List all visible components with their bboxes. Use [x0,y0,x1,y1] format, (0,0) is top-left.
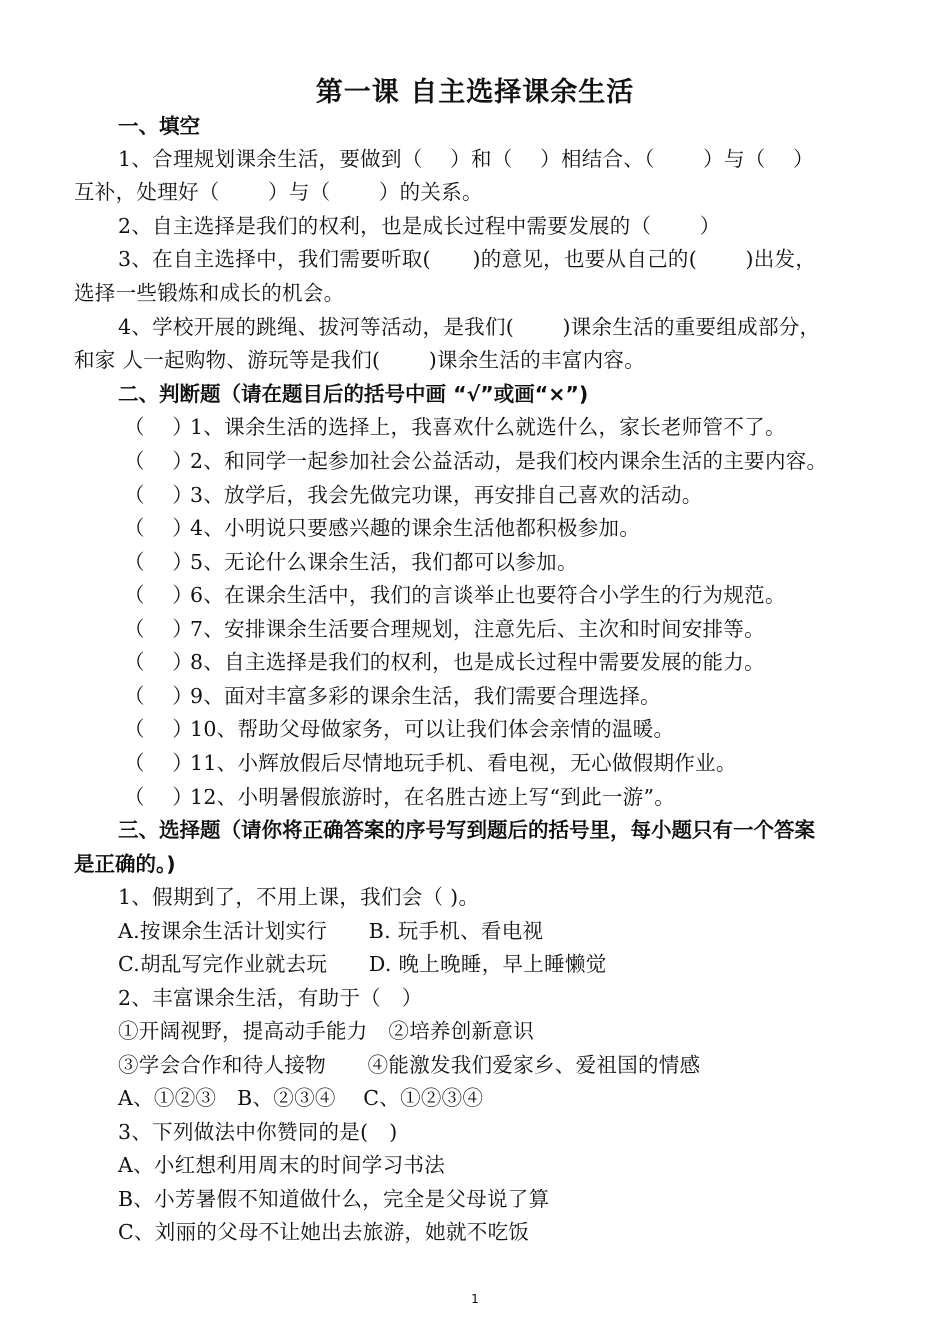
fill-q3-line1: 3、在自主选择中，我们需要听取( )的意见，也要从自己的( )出发， [118,247,817,271]
choice-q3-option-b: B、小芳暑假不知道做什么，完全是父母说了算 [118,1187,550,1211]
judge-item-text: 7、安排课余生活要合理规划，注意先后、主次和时间安排等。 [190,617,765,641]
judge-item [124,647,765,677]
fill-q1-line1: 1、合理规划课余生活，要做到（ ）和（ ）相结合、（ ）与（ ） [118,147,814,171]
answer-paren[interactable]: （ ） [124,550,194,574]
fill-q4-line1: 4、学校开展的跳绳、拔河等活动，是我们( )课余生活的重要组成部分， [118,315,821,339]
section2-heading: 二、判断题（请在题目后的括号中画 “√”或画“×”) [118,382,589,406]
judge-item-text: 10、帮助父母做家务，可以让我们体会亲情的温暖。 [190,717,675,741]
judge-item-text: 8、自主选择是我们的权利，也是成长过程中需要发展的能力。 [190,650,765,674]
judge-item [124,748,737,778]
judge-item-text: 6、在课余生活中，我们的言谈举止也要符合小学生的行为规范。 [190,583,786,607]
fill-q4-line2: 和家 人一起购物、游玩等是我们( )课余生活的丰富内容。 [74,348,646,372]
judge-item [124,614,765,644]
judge-item-text: 4、小明说只要感兴趣的课余生活他都积极参加。 [190,516,641,540]
fill-q1-line2: 互补，处理好（ ）与（ ）的关系。 [74,180,483,204]
judge-item [124,446,827,476]
section3-heading-line2: 是正确的。) [74,852,176,876]
choice-q2-options: A、①②③ B、②③④ C、①②③④ [118,1086,484,1110]
judge-item-text: 2、和同学一起参加社会公益活动，是我们校内课余生活的主要内容。 [190,449,828,473]
answer-paren[interactable]: （ ） [124,617,194,641]
section3-heading-line1: 三、选择题（请你将正确答案的序号写到题后的括号里，每小题只有一个答案 [118,818,815,842]
judge-item-text: 5、无论什么课余生活，我们都可以参加。 [190,550,578,574]
choice-q3-option-c: C、刘丽的父母不让她出去旅游，她就不吃饭 [118,1220,530,1244]
choice-q2-statements-34: ③学会合作和待人接物 ④能激发我们爱家乡、爱祖国的情感 [118,1053,701,1077]
answer-paren[interactable]: （ ） [124,516,194,540]
judge-item-text: 11、小辉放假后尽情地玩手机、看电视，无心做假期作业。 [190,751,737,775]
judge-item [124,714,674,744]
choice-q2: 2、丰富课余生活，有助于（ ） [118,986,423,1010]
answer-paren[interactable]: （ ） [124,650,194,674]
judge-item [124,681,661,711]
judge-item-text: 12、小明暑假旅游时，在名胜古迹上写“到此一游”。 [190,785,676,809]
answer-paren[interactable]: （ ） [124,684,194,708]
judge-item-text: 3、放学后，我会先做完功课，再安排自己喜欢的活动。 [190,483,703,507]
choice-q2-statements-12: ①开阔视野，提高动手能力 ②培养创新意识 [118,1019,534,1043]
judge-item-text: 1、课余生活的选择上，我喜欢什么就选什么，家长老师管不了。 [190,415,786,439]
judge-item [124,513,640,543]
answer-paren[interactable]: （ ） [124,415,194,439]
judge-item [124,480,703,510]
choice-q1: 1、假期到了，不用上课，我们会（ )。 [118,885,480,909]
choice-q3: 3、下列做法中你赞同的是( ) [118,1120,398,1144]
judge-item [124,580,786,610]
answer-paren[interactable]: （ ） [124,717,194,741]
judge-item [124,782,675,812]
choice-q1-options-ab: A.按课余生活计划实行 B. 玩手机、看电视 [118,919,544,943]
section1-heading: 一、填空 [118,114,200,138]
judge-item-text: 9、面对丰富多彩的课余生活，我们需要合理选择。 [190,684,661,708]
answer-paren[interactable]: （ ） [124,583,194,607]
judge-item [124,547,578,577]
answer-paren[interactable]: （ ） [124,483,194,507]
page-title: 第一课 自主选择课余生活 [315,77,635,108]
fill-q2: 2、自主选择是我们的权利，也是成长过程中需要发展的（ ） [118,214,721,238]
page-number: 1 [471,1292,479,1306]
choice-q3-option-a: A、小红想利用周末的时间学习书法 [118,1153,446,1177]
answer-paren[interactable]: （ ） [124,785,194,809]
answer-paren[interactable]: （ ） [124,751,194,775]
answer-paren[interactable]: （ ） [124,449,194,473]
judge-item [124,412,786,442]
choice-q1-options-cd: C.胡乱写完作业就去玩 D. 晚上晚睡，早上睡懒觉 [118,952,607,976]
fill-q3-line2: 选择一些锻炼和成长的机会。 [74,281,345,305]
